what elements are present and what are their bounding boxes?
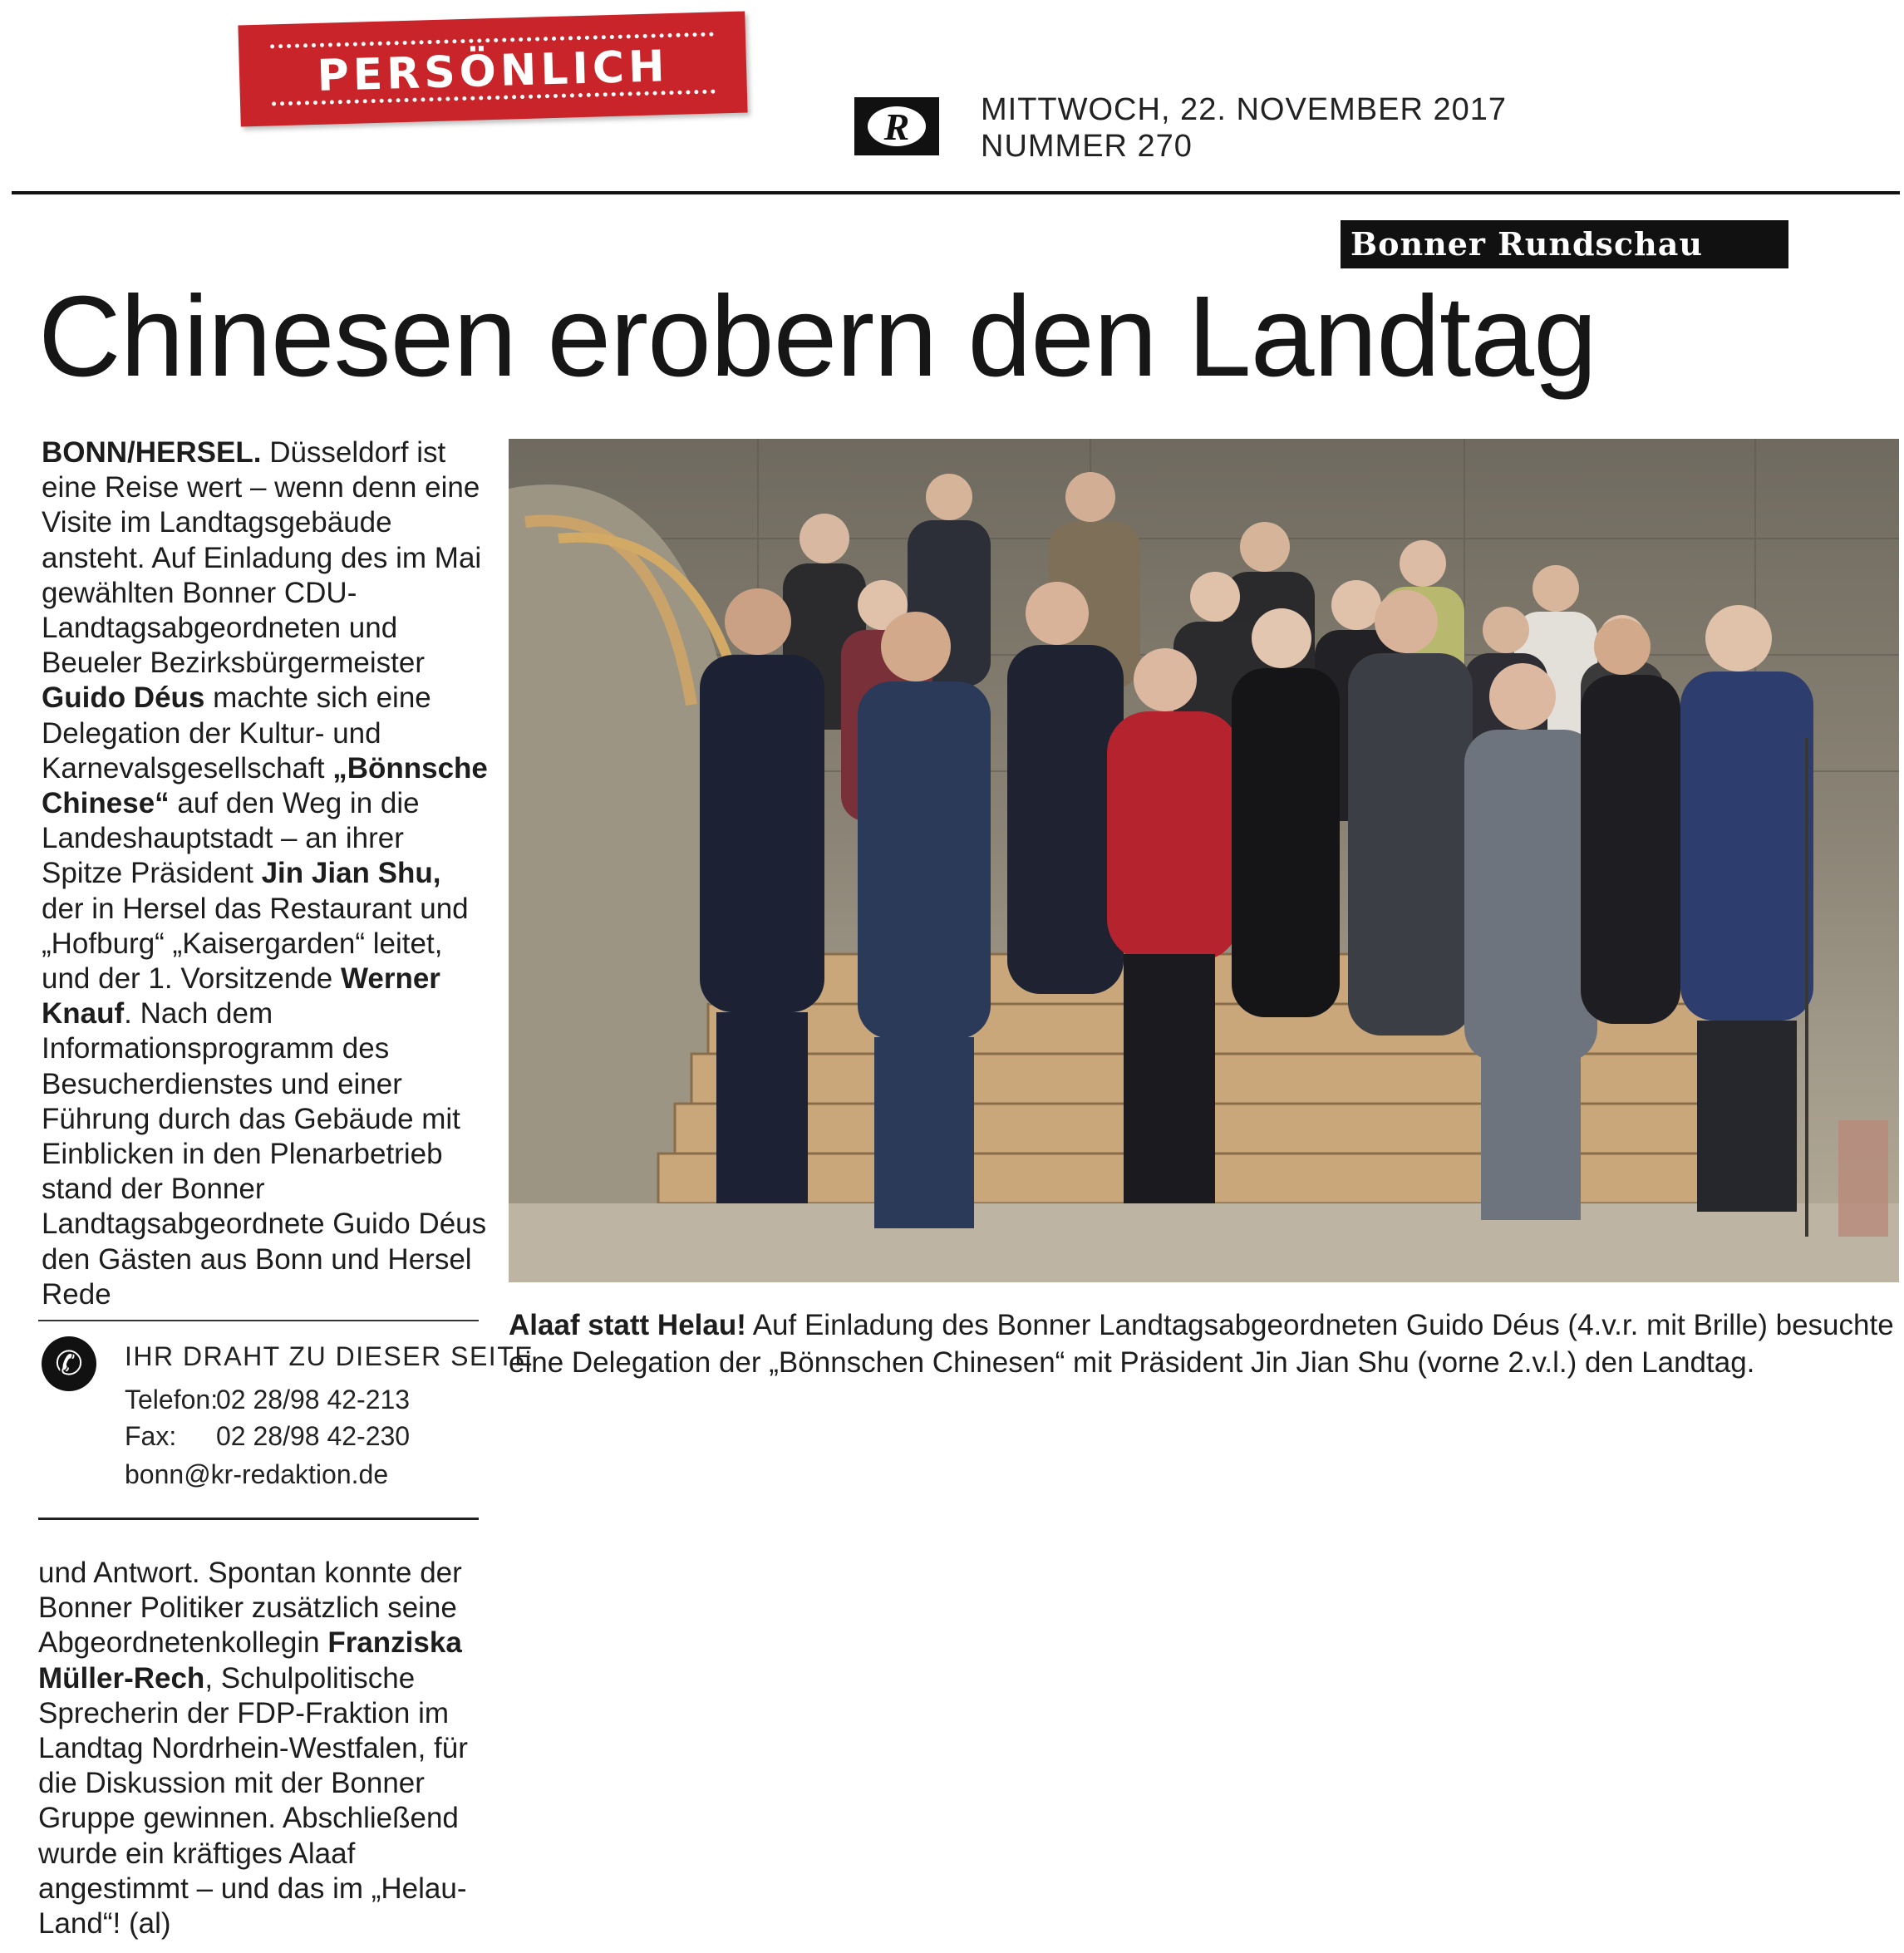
top-rule bbox=[12, 191, 1900, 194]
bold-name: Werner Knauf bbox=[42, 962, 440, 1031]
contact-phone bbox=[125, 1381, 410, 1418]
group-photo-illustration bbox=[509, 439, 1899, 1282]
contact-rule-bottom bbox=[38, 1518, 479, 1520]
text-run: Düsseldorf ist eine Reise wert – wenn denn eine Visite im Landtagsgebäude ansteht. Auf Einladung des im Mai gewählten Bonner CDU-Landtagsabgeordneten und Beueler Bezirksbürgermeister bbox=[42, 436, 482, 680]
phone-number: 02 28/98 42-213 bbox=[216, 1385, 411, 1414]
article-part2 bbox=[38, 1557, 468, 1940]
text-run: machte sich eine Delegation der Kultur- und Karnevalsgesellschaft bbox=[42, 681, 431, 785]
section-label: PERSÖNLICH bbox=[316, 42, 670, 101]
contact-email: bonn@kr-redaktion.de bbox=[125, 1459, 389, 1489]
article-dateline: BONN/HERSEL. bbox=[42, 436, 262, 469]
issue-info bbox=[981, 91, 1507, 165]
section-badge bbox=[238, 12, 747, 127]
article-column-1 bbox=[42, 435, 490, 1312]
bold-name: Guido Déus bbox=[42, 681, 205, 715]
bold-name: Franziska Müller-Rech bbox=[38, 1626, 462, 1695]
bold-name: „Bönnsche Chinese“ bbox=[42, 751, 488, 820]
issue-date: MITTWOCH, 22. NOVEMBER 2017 bbox=[981, 92, 1508, 127]
contact-title: IHR DRAHT ZU DIESER SEITE bbox=[125, 1341, 534, 1371]
fax-number: 02 28/98 42-230 bbox=[216, 1421, 411, 1451]
issue-number: NUMMER 270 bbox=[981, 129, 1193, 164]
caption-lead: Alaaf statt Helau! bbox=[509, 1309, 746, 1341]
photo-caption bbox=[509, 1306, 1899, 1381]
text-run: , Schulpolitische Sprecherin der FDP-Fraktion im Landtag Nordrhein-Westfalen, für die Diskussion mit der Bonner Gruppe gewinnen. Abschließend wurde ein kräftiges Alaaf angestimmt – und das im „Helau-Land“! (al) bbox=[38, 1661, 468, 1941]
article-column-2 bbox=[38, 1556, 487, 1941]
phone-label: Telefon: bbox=[125, 1385, 219, 1414]
caption-text: Auf Einladung des Bonner Landtagsabgeordneten Guido Déus (4.v.r. mit Brille) besuchte eine Delegation der „Bönnschen Chinesen“ mit Präsident Jin Jian Shu (vorne 2.v.l.) den Landtag. bbox=[509, 1309, 1894, 1379]
article-part1 bbox=[42, 436, 488, 1311]
text-run: der in Hersel das Restaurant und „Hofburg“ „Kaisergarden“ leitet, und der 1. Vorsitzende bbox=[42, 892, 469, 996]
newspaper-name: Bonner Rundschau bbox=[1341, 220, 1788, 268]
group-photo bbox=[509, 439, 1899, 1282]
contact-rule-top bbox=[38, 1320, 479, 1321]
text-run: auf den Weg in die Landeshauptstadt – an ihrer Spitze Präsident bbox=[42, 787, 420, 890]
contact-fax bbox=[125, 1418, 410, 1454]
newspaper-logo bbox=[854, 97, 939, 155]
logo-letter: R bbox=[868, 106, 926, 146]
text-run: und Antwort. Spontan konnte der Bonner Politiker zusätzlich seine Abgeordnetenkollegin bbox=[38, 1557, 462, 1660]
bold-name: Jin Jian Shu, bbox=[261, 857, 441, 890]
headline: Chinesen erobern den Landtag bbox=[38, 273, 1597, 401]
text-run: . Nach dem Informationsprogramm des Besucherdienstes und einer Führung durch das Gebäude mit Einblicken in den Plenarbetrieb stand der Bonner Landtagsabgeordnete Guido Déus den Gästen aus Bonn und Hersel Rede bbox=[42, 997, 487, 1311]
phone-icon: ✆ bbox=[42, 1336, 96, 1391]
fax-label: Fax: bbox=[125, 1421, 177, 1451]
